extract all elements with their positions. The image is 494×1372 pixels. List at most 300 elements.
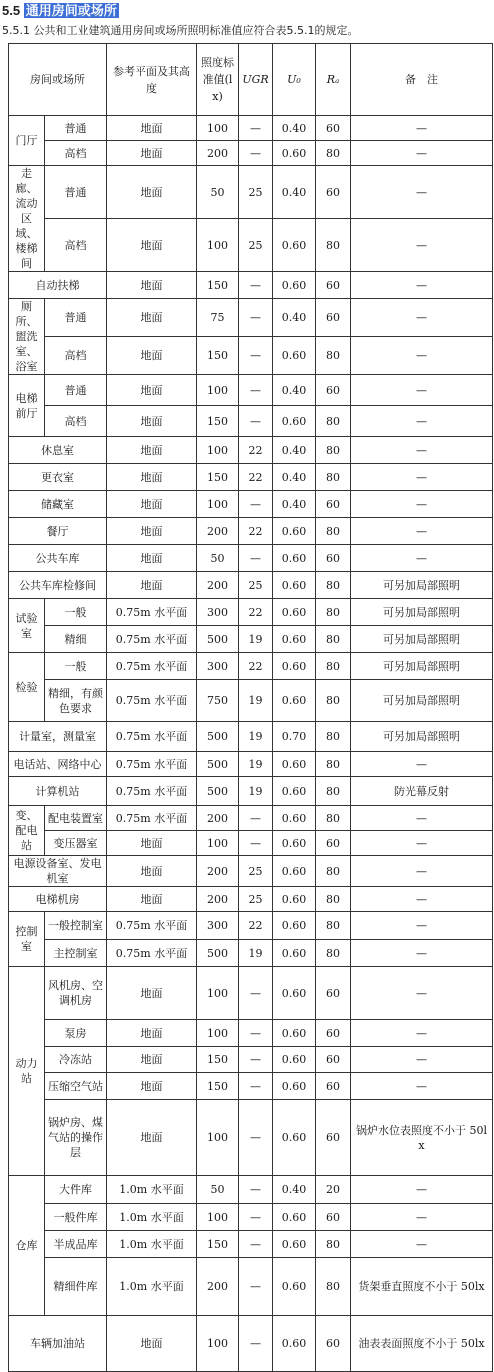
table-row (9, 491, 493, 518)
cell-note: 油表表面照度不小于 50lx (351, 1316, 493, 1372)
cell-u0: 0.60 (273, 653, 316, 680)
cell-u0: 0.40 (273, 116, 316, 141)
row-subgroup: 普通 (45, 375, 107, 406)
header-ugr: UGR (239, 44, 273, 116)
cell-lux: 200 (197, 141, 239, 166)
row-subgroup: 高档 (45, 406, 107, 437)
header-u0: U₀ (273, 44, 316, 116)
table-row (9, 1176, 493, 1204)
cell-ra: 80 (316, 141, 351, 166)
cell-note: — (351, 887, 493, 912)
cell-note: — (351, 806, 493, 831)
cell-ra: 80 (316, 653, 351, 680)
row-group: 休息室 (9, 437, 107, 464)
cell-ref: 0.75m 水平面 (107, 912, 197, 940)
cell-note: — (351, 1020, 493, 1047)
cell-ref: 0.75m 水平面 (107, 653, 197, 680)
cell-note: — (351, 518, 493, 545)
cell-ugr: 22 (239, 653, 273, 680)
header-ref: 参考平面及其高度 (107, 44, 197, 116)
cell-lux: 100 (197, 491, 239, 518)
cell-ugr: — (239, 1204, 273, 1231)
cell-ugr: 22 (239, 464, 273, 491)
cell-lux: 200 (197, 572, 239, 599)
row-subgroup: 一般 (45, 599, 107, 626)
cell-ugr: 22 (239, 437, 273, 464)
table-row (9, 806, 493, 831)
cell-ugr: 19 (239, 680, 273, 722)
row-subgroup: 压缩空气站 (45, 1073, 107, 1100)
intro-text: 5.5.1 公共和工业建筑通用房间或场所照明标准值应符合表5.5.1的规定。 (2, 24, 359, 37)
cell-ugr: — (239, 491, 273, 518)
header-room: 房间或场所 (9, 44, 107, 116)
cell-ref: 地面 (107, 406, 197, 437)
cell-ref: 地面 (107, 887, 197, 912)
cell-note: — (351, 1073, 493, 1100)
cell-ra: 60 (316, 491, 351, 518)
cell-ref: 地面 (107, 141, 197, 166)
row-subgroup: 冷冻站 (45, 1047, 107, 1073)
row-subgroup: 一般 (45, 653, 107, 680)
row-subgroup: 精细，有颜色要求 (45, 680, 107, 722)
cell-note: — (351, 940, 493, 967)
cell-u0: 0.40 (273, 375, 316, 406)
table-row (9, 141, 493, 166)
cell-lux: 150 (197, 464, 239, 491)
cell-note: — (351, 166, 493, 219)
cell-lux: 300 (197, 653, 239, 680)
cell-u0: 0.60 (273, 940, 316, 967)
cell-lux: 200 (197, 1258, 239, 1316)
cell-note: 可另加局部照明 (351, 626, 493, 653)
cell-note: — (351, 272, 493, 299)
cell-ugr: — (239, 1100, 273, 1176)
table-row (9, 1047, 493, 1073)
row-group: 动力站 (9, 967, 45, 1176)
cell-u0: 0.60 (273, 518, 316, 545)
cell-ra: 80 (316, 940, 351, 967)
cell-lux: 150 (197, 1231, 239, 1258)
cell-lux: 100 (197, 831, 239, 856)
cell-note: — (351, 116, 493, 141)
cell-u0: 0.60 (273, 831, 316, 856)
cell-ra: 80 (316, 337, 351, 375)
table-row (9, 1020, 493, 1047)
cell-lux: 150 (197, 406, 239, 437)
table-row (9, 777, 493, 806)
row-group: 试验室 (9, 599, 45, 653)
cell-ref: 地面 (107, 1100, 197, 1176)
cell-ugr: — (239, 1020, 273, 1047)
cell-ra: 80 (316, 680, 351, 722)
cell-ugr: 22 (239, 599, 273, 626)
cell-lux: 50 (197, 545, 239, 572)
cell-note: — (351, 1176, 493, 1204)
cell-note: — (351, 1231, 493, 1258)
cell-ra: 60 (316, 545, 351, 572)
cell-ref: 地面 (107, 116, 197, 141)
cell-lux: 200 (197, 887, 239, 912)
table-row (9, 406, 493, 437)
table-row (9, 752, 493, 777)
row-group: 厕所、盥洗室、浴室 (9, 299, 45, 375)
cell-note: — (351, 912, 493, 940)
row-group: 仓库 (9, 1176, 45, 1316)
cell-u0: 0.60 (273, 967, 316, 1020)
cell-ugr: — (239, 1258, 273, 1316)
row-group: 走廊、流动区域、楼梯间 (9, 166, 45, 272)
table-row (9, 887, 493, 912)
cell-note: 可另加局部照明 (351, 599, 493, 626)
cell-ref: 地面 (107, 337, 197, 375)
cell-lux: 75 (197, 299, 239, 337)
cell-ref: 地面 (107, 375, 197, 406)
cell-lux: 100 (197, 375, 239, 406)
cell-note: 锅炉水位表照度不小于 50lx (351, 1100, 493, 1176)
cell-ra: 80 (316, 752, 351, 777)
cell-note: 可另加局部照明 (351, 680, 493, 722)
cell-note: — (351, 299, 493, 337)
cell-u0: 0.60 (273, 337, 316, 375)
cell-u0: 0.60 (273, 1204, 316, 1231)
cell-ugr: — (239, 116, 273, 141)
cell-u0: 0.40 (273, 491, 316, 518)
cell-ref: 地面 (107, 1073, 197, 1100)
cell-ref: 0.75m 水平面 (107, 626, 197, 653)
cell-u0: 0.40 (273, 299, 316, 337)
cell-ra: 80 (316, 599, 351, 626)
cell-ra: 80 (316, 572, 351, 599)
cell-u0: 0.40 (273, 166, 316, 219)
cell-ra: 60 (316, 831, 351, 856)
row-subgroup: 精细件库 (45, 1258, 107, 1316)
cell-ref: 0.75m 水平面 (107, 722, 197, 752)
cell-ugr: — (239, 141, 273, 166)
cell-ugr: — (239, 337, 273, 375)
cell-ra: 60 (316, 1316, 351, 1372)
cell-ugr: 25 (239, 572, 273, 599)
cell-note: — (351, 831, 493, 856)
cell-note: 可另加局部照明 (351, 572, 493, 599)
cell-ra: 80 (316, 219, 351, 272)
cell-lux: 750 (197, 680, 239, 722)
cell-u0: 0.40 (273, 464, 316, 491)
cell-ugr: 22 (239, 518, 273, 545)
header-note: 备 注 (351, 44, 493, 116)
cell-ugr: — (239, 1316, 273, 1372)
table-row (9, 653, 493, 680)
row-subgroup: 高档 (45, 219, 107, 272)
cell-note: — (351, 219, 493, 272)
cell-ref: 地面 (107, 299, 197, 337)
cell-lux: 150 (197, 1073, 239, 1100)
cell-ugr: — (239, 1231, 273, 1258)
cell-u0: 0.60 (273, 1258, 316, 1316)
cell-ra: 60 (316, 1073, 351, 1100)
cell-lux: 100 (197, 437, 239, 464)
cell-ref: 0.75m 水平面 (107, 777, 197, 806)
cell-ra: 80 (316, 1231, 351, 1258)
cell-ra: 60 (316, 166, 351, 219)
row-subgroup: 主控制室 (45, 940, 107, 967)
cell-ra: 80 (316, 626, 351, 653)
cell-note: 防光幕反射 (351, 777, 493, 806)
cell-ugr: 25 (239, 219, 273, 272)
cell-ra: 60 (316, 272, 351, 299)
row-group: 公共车库 (9, 545, 107, 572)
table-row (9, 572, 493, 599)
row-group: 电源设备室、发电机室 (9, 856, 107, 887)
table-row (9, 940, 493, 967)
table-row (9, 1316, 493, 1372)
cell-note: — (351, 437, 493, 464)
row-subgroup: 大件库 (45, 1176, 107, 1204)
cell-ra: 80 (316, 406, 351, 437)
cell-ugr: — (239, 831, 273, 856)
cell-note: — (351, 967, 493, 1020)
cell-ref: 1.0m 水平面 (107, 1231, 197, 1258)
cell-u0: 0.60 (273, 572, 316, 599)
cell-note: 可另加局部照明 (351, 722, 493, 752)
cell-ref: 0.75m 水平面 (107, 806, 197, 831)
cell-ugr: 19 (239, 752, 273, 777)
cell-ref: 1.0m 水平面 (107, 1258, 197, 1316)
cell-u0: 0.60 (273, 1316, 316, 1372)
table-row (9, 299, 493, 337)
lighting-standard-table (8, 43, 493, 1372)
cell-ugr: — (239, 1047, 273, 1073)
cell-u0: 0.60 (273, 777, 316, 806)
cell-ref: 0.75m 水平面 (107, 599, 197, 626)
cell-ra: 80 (316, 437, 351, 464)
table-row (9, 1258, 493, 1316)
row-subgroup: 一般件库 (45, 1204, 107, 1231)
cell-u0: 0.40 (273, 437, 316, 464)
cell-note: — (351, 1047, 493, 1073)
cell-ref: 地面 (107, 437, 197, 464)
cell-ref: 地面 (107, 967, 197, 1020)
cell-ref: 地面 (107, 1020, 197, 1047)
cell-lux: 50 (197, 166, 239, 219)
row-subgroup: 精细 (45, 626, 107, 653)
section-heading (2, 1, 119, 20)
cell-ref: 地面 (107, 166, 197, 219)
cell-ra: 80 (316, 856, 351, 887)
cell-u0: 0.60 (273, 1100, 316, 1176)
cell-u0: 0.60 (273, 545, 316, 572)
cell-ugr: — (239, 375, 273, 406)
cell-u0: 0.60 (273, 856, 316, 887)
cell-ra: 60 (316, 1020, 351, 1047)
cell-lux: 500 (197, 722, 239, 752)
cell-lux: 150 (197, 1047, 239, 1073)
table-row (9, 856, 493, 887)
cell-ugr: 19 (239, 777, 273, 806)
row-subgroup: 普通 (45, 299, 107, 337)
cell-ugr: — (239, 406, 273, 437)
table-row (9, 464, 493, 491)
cell-ra: 60 (316, 1047, 351, 1073)
cell-ref: 地面 (107, 1316, 197, 1372)
cell-ugr: — (239, 1176, 273, 1204)
header-ra: Rₐ (316, 44, 351, 116)
cell-note: — (351, 1204, 493, 1231)
table-row (9, 166, 493, 219)
table-row (9, 518, 493, 545)
cell-ref: 地面 (107, 518, 197, 545)
table-row (9, 912, 493, 940)
cell-note: — (351, 545, 493, 572)
cell-ref: 地面 (107, 831, 197, 856)
cell-ra: 80 (316, 887, 351, 912)
cell-ra: 60 (316, 1204, 351, 1231)
cell-ref: 0.75m 水平面 (107, 940, 197, 967)
table-row (9, 722, 493, 752)
cell-ref: 地面 (107, 464, 197, 491)
table-row (9, 337, 493, 375)
cell-lux: 100 (197, 967, 239, 1020)
cell-lux: 200 (197, 806, 239, 831)
row-subgroup: 风机房、空调机房 (45, 967, 107, 1020)
row-group: 自动扶梯 (9, 272, 107, 299)
row-subgroup: 变压器室 (45, 831, 107, 856)
row-group: 变、配电站 (9, 806, 45, 856)
cell-ra: 60 (316, 1100, 351, 1176)
cell-lux: 150 (197, 337, 239, 375)
cell-u0: 0.60 (273, 1073, 316, 1100)
table-row (9, 1073, 493, 1100)
table-row (9, 437, 493, 464)
cell-ugr: 19 (239, 940, 273, 967)
cell-ref: 1.0m 水平面 (107, 1176, 197, 1204)
cell-ref: 1.0m 水平面 (107, 1204, 197, 1231)
table-row (9, 1204, 493, 1231)
row-group: 计量室，测量室 (9, 722, 107, 752)
section-title[interactable]: 通用房间或场所 (25, 3, 117, 18)
cell-note: 可另加局部照明 (351, 653, 493, 680)
section-number: 5.5 (2, 3, 21, 18)
cell-ugr: 22 (239, 912, 273, 940)
cell-ref: 0.75m 水平面 (107, 680, 197, 722)
cell-lux: 500 (197, 752, 239, 777)
cell-lux: 500 (197, 777, 239, 806)
cell-ra: 60 (316, 375, 351, 406)
row-group: 电梯前厅 (9, 375, 45, 437)
cell-ra: 80 (316, 777, 351, 806)
row-group: 车辆加油站 (9, 1316, 107, 1372)
cell-ref: 地面 (107, 856, 197, 887)
table-row (9, 545, 493, 572)
cell-note: — (351, 464, 493, 491)
cell-lux: 100 (197, 1204, 239, 1231)
cell-u0: 0.60 (273, 1231, 316, 1258)
cell-ref: 地面 (107, 272, 197, 299)
cell-ra: 80 (316, 518, 351, 545)
table-row (9, 831, 493, 856)
cell-u0: 0.60 (273, 680, 316, 722)
cell-lux: 300 (197, 912, 239, 940)
cell-ref: 地面 (107, 545, 197, 572)
table-row (9, 599, 493, 626)
cell-note: — (351, 406, 493, 437)
row-subgroup: 半成品库 (45, 1231, 107, 1258)
header-lux: 照度标准值(lx) (197, 44, 239, 116)
table-row (9, 680, 493, 722)
cell-ugr: 19 (239, 722, 273, 752)
cell-note: — (351, 141, 493, 166)
cell-lux: 100 (197, 1316, 239, 1372)
cell-u0: 0.60 (273, 887, 316, 912)
table-row (9, 1100, 493, 1176)
cell-ugr: 25 (239, 166, 273, 219)
cell-u0: 0.60 (273, 912, 316, 940)
cell-lux: 100 (197, 116, 239, 141)
cell-lux: 300 (197, 599, 239, 626)
table-header-row (9, 44, 493, 116)
row-subgroup: 一般控制室 (45, 912, 107, 940)
cell-ref: 地面 (107, 491, 197, 518)
row-subgroup: 锅炉房、煤气站的操作层 (45, 1100, 107, 1176)
cell-ugr: — (239, 967, 273, 1020)
cell-u0: 0.60 (273, 219, 316, 272)
row-group: 电梯机房 (9, 887, 107, 912)
cell-ra: 80 (316, 464, 351, 491)
row-group: 更衣室 (9, 464, 107, 491)
cell-u0: 0.60 (273, 626, 316, 653)
row-subgroup: 普通 (45, 116, 107, 141)
cell-lux: 100 (197, 1100, 239, 1176)
cell-u0: 0.70 (273, 722, 316, 752)
cell-lux: 500 (197, 940, 239, 967)
cell-ra: 80 (316, 912, 351, 940)
cell-ugr: — (239, 299, 273, 337)
cell-u0: 0.60 (273, 141, 316, 166)
table-row (9, 116, 493, 141)
row-subgroup: 高档 (45, 337, 107, 375)
cell-u0: 0.60 (273, 599, 316, 626)
table-row (9, 219, 493, 272)
table-row (9, 272, 493, 299)
cell-ugr: 19 (239, 626, 273, 653)
cell-ugr: 25 (239, 856, 273, 887)
cell-lux: 200 (197, 518, 239, 545)
cell-lux: 150 (197, 272, 239, 299)
row-group: 控制室 (9, 912, 45, 967)
cell-note: — (351, 375, 493, 406)
table-row (9, 375, 493, 406)
cell-u0: 0.60 (273, 806, 316, 831)
row-group: 电话站、网络中心 (9, 752, 107, 777)
cell-note: — (351, 752, 493, 777)
cell-ref: 地面 (107, 219, 197, 272)
row-subgroup: 配电装置室 (45, 806, 107, 831)
cell-ugr: — (239, 806, 273, 831)
cell-lux: 500 (197, 626, 239, 653)
cell-u0: 0.60 (273, 1020, 316, 1047)
row-group: 储藏室 (9, 491, 107, 518)
cell-ugr: — (239, 1073, 273, 1100)
cell-note: — (351, 491, 493, 518)
cell-ugr: — (239, 272, 273, 299)
cell-note: — (351, 856, 493, 887)
cell-note: 货架垂直照度不小于 50lx (351, 1258, 493, 1316)
row-group: 门厅 (9, 116, 45, 166)
cell-ugr: 25 (239, 887, 273, 912)
row-group: 检验 (9, 653, 45, 722)
row-subgroup: 高档 (45, 141, 107, 166)
table-row (9, 967, 493, 1020)
cell-note: — (351, 337, 493, 375)
